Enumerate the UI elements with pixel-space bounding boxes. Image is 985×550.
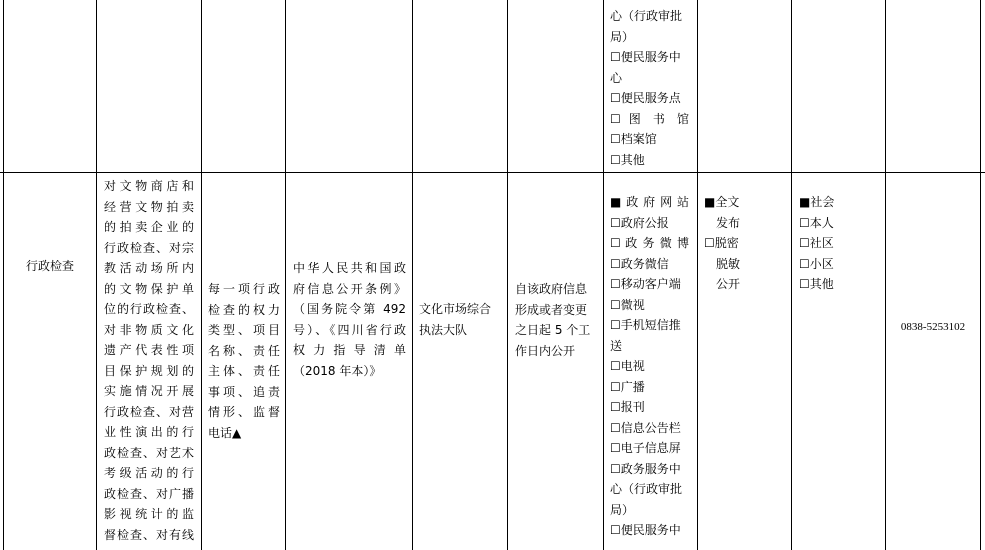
requirements-line: 每一项行政 (208, 282, 280, 296)
requirements-line: 名称、责任 (208, 343, 280, 358)
column-divider-8 (791, 0, 792, 550)
item-type-cell (4, 173, 96, 550)
basis-line: 号）、《四川省行政 (293, 322, 406, 337)
channel-line: 局） (610, 502, 635, 517)
content-line: 影视统计的监 (104, 507, 194, 521)
content-line: 经营文物拍卖 (104, 199, 194, 214)
table-border-right (980, 0, 981, 550)
channel-line: ■ 政 府 网 站 (610, 195, 689, 209)
requirements-line: 类型、项目 (208, 323, 280, 337)
content-line: 的拍卖企业的 (104, 220, 194, 234)
content-cell (104, 176, 194, 545)
scope-line: 脱敏 (716, 256, 741, 271)
content-line: 业性演出的行 (104, 425, 194, 439)
time-limit-line: 自该政府信息 (515, 282, 588, 296)
requirements-cell (208, 279, 280, 443)
phone-cell (886, 317, 980, 338)
channel-line: ☐电视 (610, 359, 645, 373)
scope-line: ■全文 (704, 195, 740, 209)
content-line: 对非物质文化 (104, 322, 194, 337)
time-limit-line: 之日起 5 个工 (515, 323, 591, 337)
content-line: 教活动场所内 (104, 261, 194, 275)
requirements-line: 事项、追责 (208, 384, 280, 399)
content-line: 政检查、对广播 (104, 486, 194, 501)
content-line: 位的行政检查、 (104, 302, 194, 316)
scope-line: 公开 (716, 277, 741, 291)
channel-line: 心（行政审批 (610, 482, 683, 496)
content-line: 的文物保护单 (104, 281, 194, 296)
requirements-line: 情形、监督 (208, 405, 280, 419)
channel-line: ☐档案馆 (610, 132, 657, 146)
basis-cell (293, 258, 406, 381)
scope-line: ☐脱密 (704, 236, 739, 250)
supervision-phone: 0838-5253102 (900, 321, 966, 333)
content-line: 考级活动的行 (104, 466, 194, 480)
content-line: 目保护规划的 (104, 363, 194, 378)
channel-line: ☐便民服务点 (610, 91, 681, 105)
column-divider-1 (96, 0, 97, 550)
channel-line: ☐ 政 务 微 博 (610, 236, 689, 250)
content-line: 行政检查、对营 (104, 404, 194, 419)
content-line: 督检查、对有线 (104, 527, 194, 542)
column-divider-3 (285, 0, 286, 550)
audience-line: ☐小区 (799, 256, 834, 271)
requirements-line: 检查的权力 (208, 302, 280, 317)
channel-line: ☐报刊 (610, 400, 645, 414)
requirements-line: 电话▲ (208, 425, 242, 440)
content-line: 对文物商店和 (104, 179, 194, 193)
content-line: 实施情况开展 (104, 384, 194, 398)
time-limit-line: 形成或者变更 (515, 302, 588, 317)
channel-line: ☐政务微信 (610, 256, 669, 271)
audience-line: ☐其他 (799, 277, 834, 291)
channel-line: ☐ 图 书 馆 (610, 111, 689, 126)
department-line: 文化市场综合 (419, 302, 492, 316)
channel-line: ☐移动客户端 (610, 277, 681, 291)
time-limit-cell (515, 279, 601, 361)
time-limit-line: 作日内公开 (515, 343, 576, 358)
item-type: 行政检查 (25, 259, 74, 274)
channel-line: ☐手机短信推 (610, 318, 681, 332)
column-divider-4 (412, 0, 413, 550)
department-cell (419, 299, 505, 340)
column-divider-5 (507, 0, 508, 550)
channel-line: ☐便民服务中 (610, 50, 681, 64)
basis-line: （国务院令第 492 (293, 302, 406, 316)
basis-line: 府信息公开条例》 (293, 281, 406, 296)
column-divider-6 (603, 0, 604, 550)
audience-cell (799, 192, 879, 295)
row-divider (0, 172, 985, 173)
channel-line: ☐政务服务中 (610, 461, 681, 476)
top-row-channels-cell (610, 6, 689, 170)
channel-line: 局） (610, 29, 635, 44)
audience-line: ☐社区 (799, 236, 834, 250)
channel-line: ☐政府公报 (610, 215, 669, 230)
content-line: 行政检查、对宗 (104, 240, 194, 255)
channel-line: ☐微视 (610, 297, 645, 312)
scope-cell (704, 192, 784, 295)
audience-line: ☐本人 (799, 215, 834, 230)
channel-line: 送 (610, 338, 623, 353)
channel-line: ☐信息公告栏 (610, 420, 681, 435)
department-line: 执法大队 (419, 322, 468, 337)
channels-cell (610, 192, 689, 541)
scope-line: 发布 (716, 215, 741, 230)
channel-line: ☐电子信息屏 (610, 441, 681, 455)
column-divider-2 (201, 0, 202, 550)
requirements-line: 主体、责任 (208, 364, 280, 378)
channel-line: 心 (610, 70, 623, 85)
basis-line: （2018 年本）》 (293, 363, 382, 378)
channel-line: ☐便民服务中 (610, 523, 681, 537)
basis-line: 权 力 指 导 清 单 (293, 343, 406, 357)
column-divider-7 (697, 0, 698, 550)
channel-line: ☐广播 (610, 379, 645, 394)
channel-line: 心（行政审批 (610, 9, 683, 23)
content-line: 政检查、对艺术 (104, 445, 194, 460)
basis-line: 中华人民共和国政 (293, 261, 406, 275)
content-line: 遗产代表性项 (104, 343, 194, 357)
column-divider-9 (885, 0, 886, 550)
audience-line: ■社会 (799, 195, 835, 209)
channel-line: ☐其他 (610, 152, 645, 167)
